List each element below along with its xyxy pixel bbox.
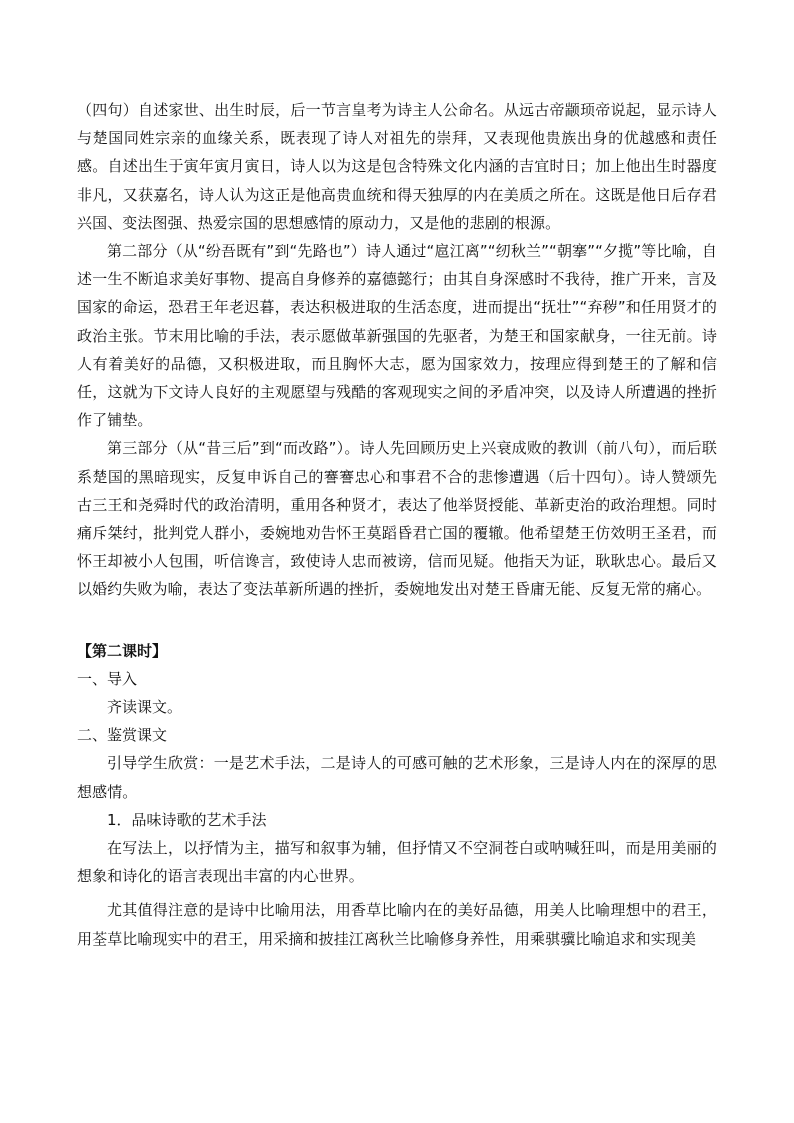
document-page	[77, 96, 717, 953]
section-appreciation-intro: 引导学生欣赏：一是艺术手法，二是诗人的可感可触的艺术形象，三是诗人内在的深厚的思想感情。	[77, 754, 717, 801]
paragraph-part-three: 第三部分（从“昔三后”到“而改路”）。诗人先回顾历史上兴衰成败的教训（前八句），而后联系楚国的黑暗现实，反复申诉自己的謇謇忠心和事君不合的悲惨遭遇（后十四句）。诗人赞颂先古三王和尧舜时代的政治清明，重用各种贤才，表达了他举贤授能、革新吏治的政治理想。同时痛斥桀纣，批判党人群小，委婉地劝告怀王莫蹈昏君亡国的覆辙。他希望楚王仿效明王圣君，而怀王却被小人包围，听信谗言，致使诗人忠而被谤，信而见疑。他指天为证，耿耿忠心。最后又以婚约失败为喻，表达了变法革新所遇的挫折，委婉地发出对楚王昏庸无能、反复无常的痛心。	[77, 439, 717, 599]
paragraph-family-origin: （四句）自述家世、出生时辰，后一节言皇考为诗主人公命名。从远古帝颛顼帝说起，显示诗人与楚国同姓宗亲的血缘关系，既表现了诗人对祖先的崇拜，又表现他贵族出身的优越感和责任感。自述出生于寅年寅月寅日，诗人以为这是包含特殊文化内涵的吉宜时日；加上他出生时器度非凡，又获嘉名，诗人认为这正是他高贵血统和得天独厚的内在美质之所在。这既是他日后存君兴国、变法图强、热爱宗国的思想感情的原动力，又是他的悲剧的根源。	[77, 101, 717, 232]
lesson-two-heading: 【第二课时】	[77, 641, 168, 660]
section-intro-text: 齐读课文。	[107, 698, 183, 717]
section-appreciation-title: 二、鉴赏课文	[77, 726, 168, 745]
item-art-technique-text: 在写法上，以抒情为主，描写和叙事为辅，但抒情又不空洞苍白或呐喊狂叫，而是用美丽的想象和诗化的语言表现出丰富的内心世界。	[77, 839, 717, 886]
item-art-technique-title: 1．品味诗歌的艺术手法	[107, 810, 267, 829]
paragraph-part-two: 第二部分（从“纷吾既有”到“先路也”）诗人通过“扈江离”“纫秋兰”“朝搴”“夕揽”等比喻，自述一生不断追求美好事物、提高自身修养的嘉德懿行；由其自身深感时不我待，推广开来，言及国家的命运，恐君王年老迟暮，表达积极进取的生活态度，进而提出“抚壮”“弃秽”和任用贤才的政治主张。节末用比喻的手法，表示愿做革新强国的先驱者，为楚王和国家献身，一往无前。诗人有着美好的品德，又积极进取，而且胸怀大志，愿为国家效力，按理应得到楚王的了解和信任，这就为下文诗人良好的主观愿望与残酷的客观现实之间的矛盾冲突，以及诗人所遭遇的挫折作了铺垫。	[77, 242, 717, 430]
item-metaphor-text: 尤其值得注意的是诗中比喻用法，用香草比喻内在的美好品德，用美人比喻理想中的君王，用荃草比喻现实中的君王，用采摘和披挂江离秋兰比喻修身养性，用乘骐骥比喻追求和实现美	[77, 901, 717, 948]
section-intro-title: 一、导入	[77, 669, 138, 688]
